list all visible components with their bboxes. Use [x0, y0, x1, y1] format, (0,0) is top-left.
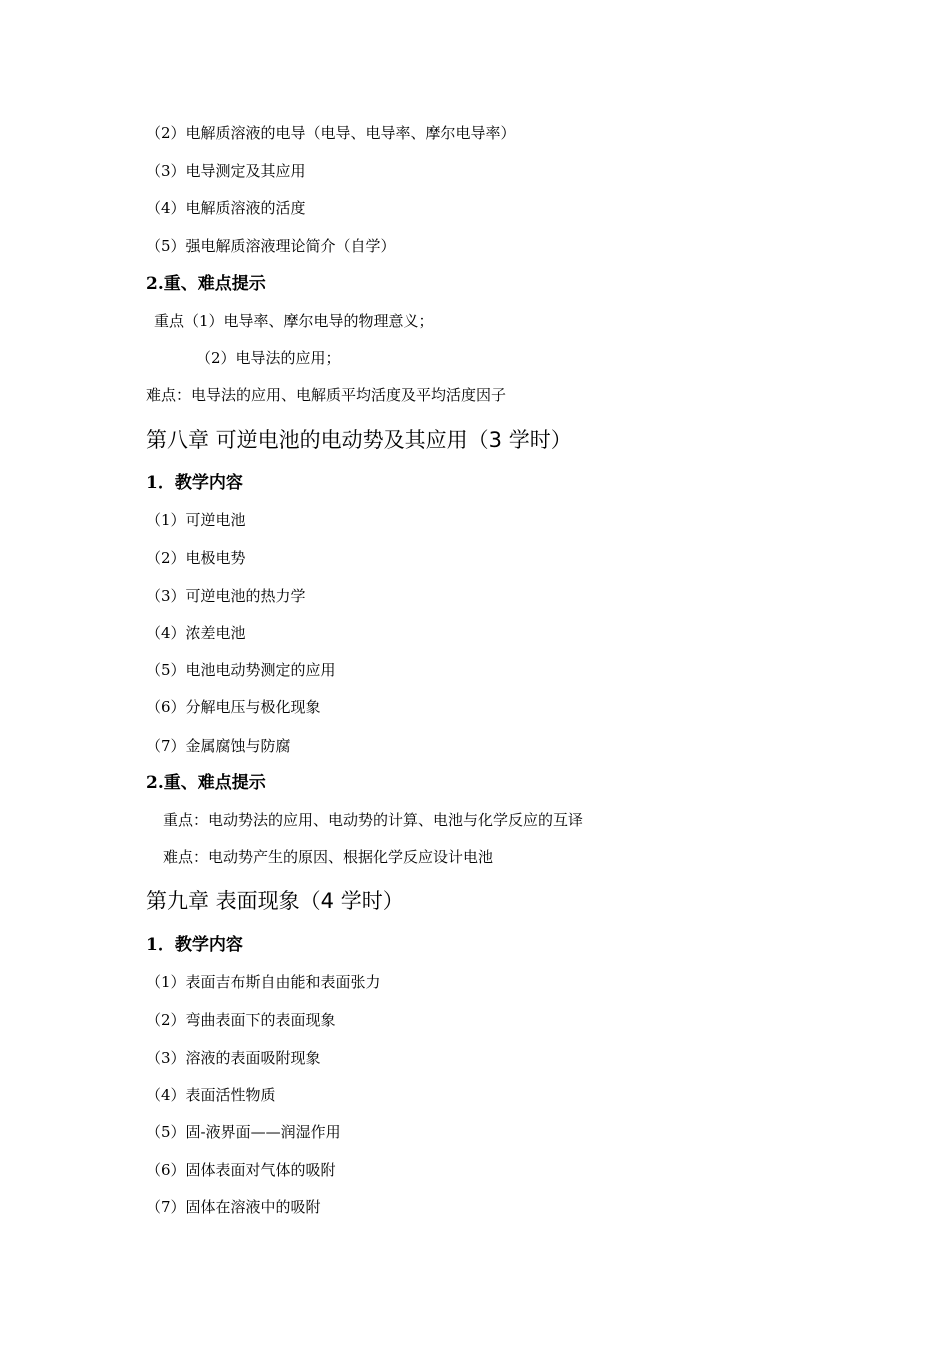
- list-item: （3）可逆电池的热力学: [146, 587, 306, 605]
- list-item: （5）强电解质溶液理论简介（自学）: [146, 237, 396, 255]
- keypoint-text: （2）电导法的应用；: [196, 349, 341, 367]
- list-item: （6）固体表面对气体的吸附: [146, 1161, 336, 1179]
- keypoint-text: 重点（1）电导率、摩尔电导的物理意义；: [154, 312, 434, 330]
- list-item: （1）表面吉布斯自由能和表面张力: [146, 973, 381, 991]
- difficulty-text: 难点：电动势产生的原因、根据化学反应设计电池: [163, 848, 494, 866]
- list-item: （5）电池电动势测定的应用: [146, 661, 336, 679]
- list-item: （1）可逆电池: [146, 511, 246, 529]
- section-heading-keypoints: 2.重、难点提示: [146, 773, 266, 793]
- list-item: （2）弯曲表面下的表面现象: [146, 1011, 336, 1029]
- list-item: （4）浓差电池: [146, 624, 246, 642]
- list-item: （5）固-液界面——润湿作用: [146, 1123, 341, 1141]
- list-item: （2）电解质溶液的电导（电导、电导率、摩尔电导率）: [146, 124, 516, 142]
- list-item: （7）金属腐蚀与防腐: [146, 737, 291, 755]
- difficulty-text: 难点：电导法的应用、电解质平均活度及平均活度因子: [146, 386, 507, 404]
- section-heading-content: 1．教学内容: [146, 935, 243, 955]
- list-item: （4）表面活性物质: [146, 1086, 276, 1104]
- chapter-title: 第八章 可逆电池的电动势及其应用（3 学时）: [146, 428, 572, 452]
- keypoint-text: 重点：电动势法的应用、电动势的计算、电池与化学反应的互译: [163, 811, 584, 829]
- list-item: （3）电导测定及其应用: [146, 162, 306, 180]
- list-item: （6）分解电压与极化现象: [146, 698, 321, 716]
- list-item: （4）电解质溶液的活度: [146, 199, 306, 217]
- chapter-title: 第九章 表面现象（4 学时）: [146, 889, 404, 913]
- list-item: （3）溶液的表面吸附现象: [146, 1049, 321, 1067]
- list-item: （7）固体在溶液中的吸附: [146, 1198, 321, 1216]
- section-heading-keypoints: 2.重、难点提示: [146, 274, 266, 294]
- list-item: （2）电极电势: [146, 549, 246, 567]
- section-heading-content: 1．教学内容: [146, 473, 243, 493]
